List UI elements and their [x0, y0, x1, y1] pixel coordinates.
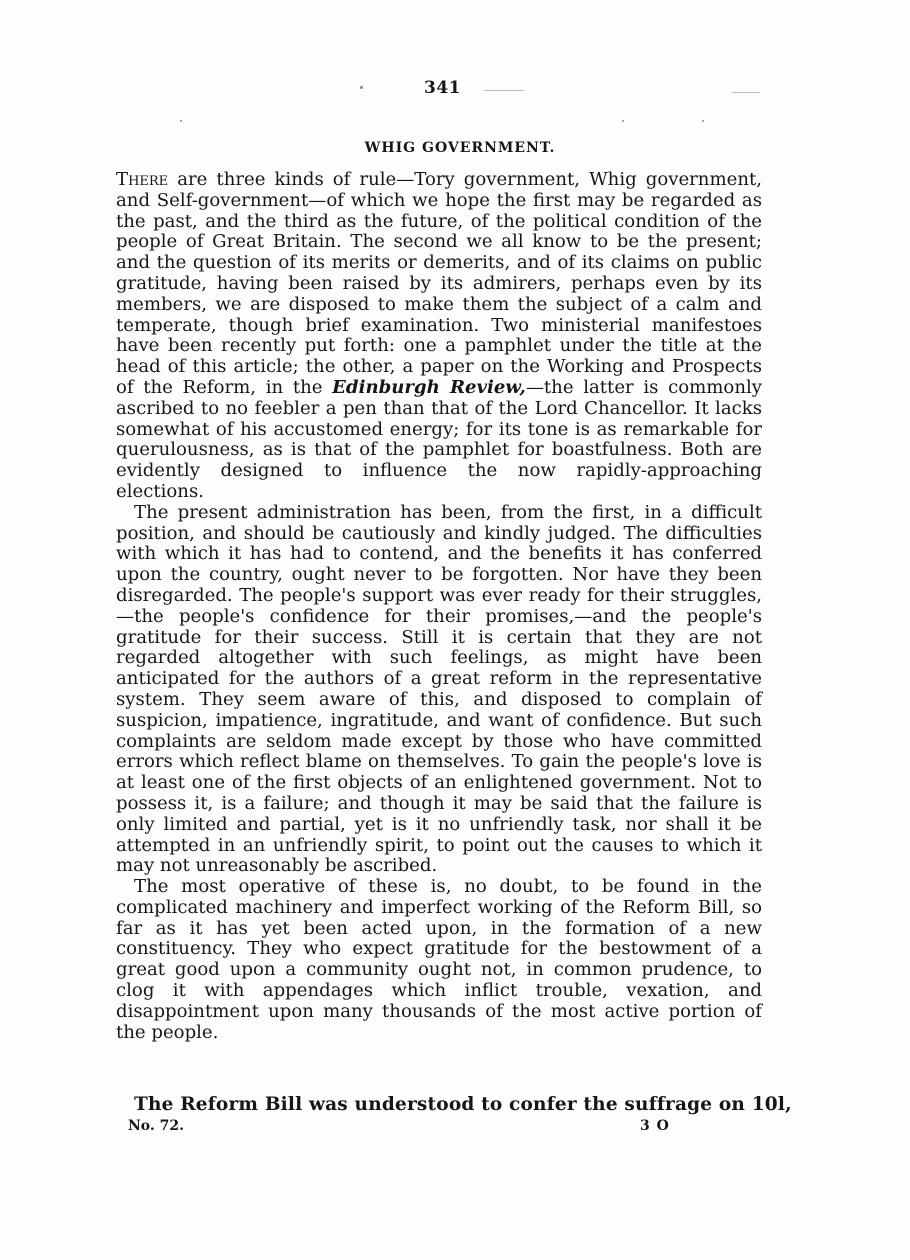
- print-speck: [180, 120, 182, 122]
- print-speck: [484, 90, 524, 91]
- paragraph-1-text-after: —the latter is commonly ascribed to no feebler a pen than that of the Lord Chancellor. It lacks somewhat of his accustomed energy; for its tone is as remarkable for querulousness, as is that of the pamphlet for boastfulness. Both are evidently designed to influence the now rapidly-approaching elections.: [116, 376, 762, 502]
- page-number: 341: [424, 78, 461, 98]
- article-title: WHIG GOVERNMENT.: [364, 140, 556, 156]
- print-speck: [622, 120, 624, 122]
- article-body: [116, 170, 762, 1043]
- paragraph-3: The most operative of these is, no doubt, to be found in the complicated machinery and imperfect working of the Reform Bill, so far as it has yet been acted upon, in the formation of a new constituency. They who expect gratitude for the bestowment of a great good upon a community ought not, in common prudence, to clog it with appendages which inflict trouble, vexation, and disappointment upon many thousands of the most active portion of the people.: [116, 876, 762, 1043]
- catchline: The Reform Bill was understood to confer the suffrage on 10l,: [134, 1094, 792, 1115]
- signature-mark: 3 O: [640, 1118, 670, 1134]
- issue-number: No. 72.: [128, 1118, 184, 1134]
- paragraph-1: [116, 170, 762, 503]
- print-speck: [702, 120, 704, 122]
- drop-lead-word: There: [116, 169, 169, 190]
- paragraph-1-text: are three kinds of rule—Tory government, Whig government, and Self-government—of which we hope the first may be regarded as the past, and the third as the future, of the political condition of the people of Great Britain. The second we all know to be the present; and the question of its merits or demerits, and of its claims on public gratitude, having been raised by its admirers, perhaps even by its members, we are disposed to make them the subject of a calm and temperate, though brief examination. Two ministerial manifestoes have been recently put forth: one a pamphlet under the title at the head of this article; the other, a paper on the Working and Prospects of the Reform, in the: [116, 169, 762, 398]
- publication-title: Edinburgh Review,: [332, 376, 526, 398]
- print-speck: [732, 92, 760, 93]
- paragraph-2: The present administration has been, from the first, in a difficult position, and should be cautiously and kindly judged. The difficulties with which it has had to contend, and the benefits it has conferred upon the country, ought never to be forgotten. Nor have they been disregarded. The people's support was ever ready for their struggles,—the people's confidence for their promises,—and the people's gratitude for their success. Still it is certain that they are not regarded altogether with such feelings, as might have been anticipated for the authors of a great reform in the representative system. They seem aware of this, and disposed to complain of suspicion, impatience, ingratitude, and want of confidence. But such complaints are seldom made except by those who have committed errors which reflect blame on themselves. To gain the people's love is at least one of the first objects of an enlightened government. Not to possess it, is a failure; and though it may be said that the failure is only limited and partial, yet is it no unfriendly task, nor shall it be attempted in an unfriendly spirit, to point out the causes to which it may not unreasonably be ascribed.: [116, 501, 762, 877]
- print-speck: [360, 86, 363, 89]
